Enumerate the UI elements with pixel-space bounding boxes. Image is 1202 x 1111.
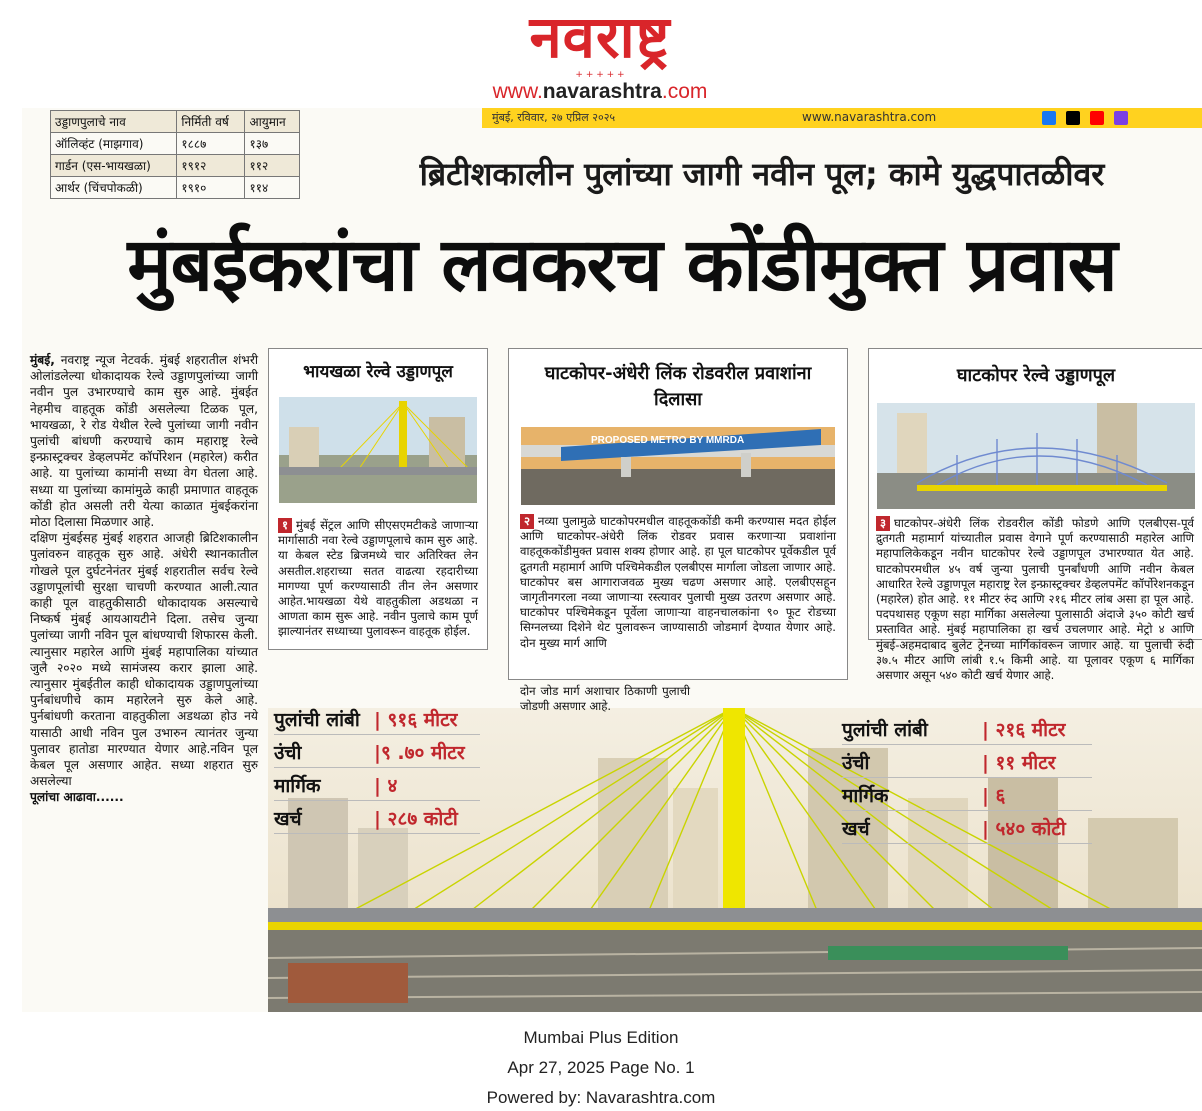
newspaper-page — [22, 108, 1202, 1012]
instagram-icon — [1114, 111, 1128, 125]
edition-label: Mumbai Plus Edition — [523, 1028, 679, 1047]
byline: नवराष्ट्र न्यूज नेटवर्क. — [60, 353, 154, 367]
box2-text — [520, 514, 836, 651]
lead-article — [30, 352, 258, 806]
stat-label: उंची — [842, 752, 870, 774]
box2-text-tail: दोन जोड मार्ग अशाचार ठिकाणी पुलाची जोडणी असणार आहे. — [520, 684, 690, 714]
stat-value: | ११ मीटर — [982, 752, 1056, 774]
table-cell: १९१० — [177, 177, 245, 199]
stat-row — [842, 712, 1092, 745]
box1-body: मुंबई सेंट्रल आणि सीएसएमटीकडे जाणाऱ्या मार्गासाठी नवा रेल्वे उड्डाणपूलाचे काम सुरु आहे. या केबल स्टेड ब्रिजमध्ये चार अतिरिक्त लेन असतील.शहराच्या सतत वाढत्या रहदारीच्या मागण्या पूर्ण करण्यासाठी तीन लेन असणार आहेत.भायखळा येथे वाहतुकीला अडथळा न आणता काम सुरू आहे. नवीन पुलाचे काम पूर्ण झाल्यानंतर सध्याच्या पुलावरून वाहतूक होईल. — [278, 518, 478, 639]
table-cell: ऑलिव्हंट (माझगाव) — [51, 133, 177, 155]
stat-label: खर्च — [274, 808, 302, 830]
table-cell: १३७ — [245, 133, 300, 155]
stat-value: | २८७ कोटी — [374, 808, 458, 830]
strip-url: www.navarashtra.com — [802, 110, 937, 124]
stat-row — [274, 735, 480, 768]
bridge-age-table — [50, 110, 300, 199]
table-header: आयुमान — [245, 111, 300, 133]
stat-label: उंची — [274, 742, 302, 764]
stat-row — [842, 811, 1092, 844]
stat-row — [842, 778, 1092, 811]
table-cell: ११४ — [245, 177, 300, 199]
stat-value: | ६ — [982, 785, 1006, 807]
stat-label: मार्गिक — [274, 775, 321, 797]
stat-row — [274, 801, 480, 834]
url-brand: navarashtra — [542, 80, 662, 103]
table-row — [51, 177, 300, 199]
story-number: १ — [278, 518, 292, 533]
lead-para-1 — [30, 352, 258, 530]
stat-value: | २१६ मीटर — [982, 719, 1066, 741]
story-number: ३ — [876, 516, 890, 531]
stat-value: | ५४० कोटी — [982, 818, 1066, 840]
table-cell: आर्थर (चिंचपोकळी) — [51, 177, 177, 199]
ghatkopar-bridge-photo — [877, 403, 1195, 509]
top-strip — [482, 108, 1202, 128]
ghatkopar-stats — [842, 712, 1092, 844]
box-title: भायखळा रेल्वे उड्डाणपूल — [303, 362, 453, 382]
stat-label: खर्च — [842, 818, 870, 840]
facebook-icon — [1042, 111, 1056, 125]
stat-label: मार्गिक — [842, 785, 889, 807]
table-cell: ११२ — [245, 155, 300, 177]
table-header: निर्मिती वर्ष — [177, 111, 245, 133]
newspaper-logo[interactable]: नवराष्ट्र — [529, 3, 671, 71]
table-row — [51, 155, 300, 177]
stat-value: |९ .७० मीटर — [374, 742, 465, 764]
metro-render-photo — [521, 427, 835, 505]
metro-banner-text: PROPOSED METRO BY MMRDA — [591, 435, 745, 446]
stat-row — [274, 768, 480, 801]
url-suffix: .com — [661, 80, 708, 103]
lead-text-1: मुंबई शहरातील शंभरी ओलांडलेल्या धोकादायक रेल्वे उड्डाणपुलांच्या जागी नवीन पुल उभारण्याचे काम सुरु आहे. मुंबईत नेहमीच वाहतूक कोंडी असलेल्या टिळक पूल, भायखळा, रे रोड येथील रेल्वे पुलांच्या जागी नवीन पुलांची बांधणी करण्याचे काम महाराष्ट्र रेल्वे इन्फ्रास्ट्रक्चर डेव्हलपमेंट कॉर्पोरेशन (महारेल) करीत आहे. या पुलांच्या कामांनी सध्या वेग घेतला आहे. सध्या या पुलांच्या कामांमुळे काही प्रमाणात वाहतूक कोंडी होत असली तरी येत्या काळात मुंबईकरांना मोठा दिलासा मिळणार आहे. — [30, 353, 259, 530]
box2-body: नव्या पुलामुळे घाटकोपरमधील वाहतूककोंडी कमी करण्यास मदत होईल आणि घाटकोपर-अंधेरी लिंक रोडवर प्रवास करणाऱ्या प्रवाशांना वाहतूककोंडीमुक्त प्रवास शक्य होणार आहे. हा पूल घाटकोपर पूर्वेकडील पूर्व द्रुतगती महामार्ग आणि पश्चिमेकडील एलबीएस मार्गाला जोडला जाणार आहे. घाटकोपर बस आगाराजवळ मुख्य चढण असणार आहे. एलबीएसहून जागृतीनगरला नव्या जाणाऱ्या रस्त्यावर पुलाची मुख्य उतरण असणार आहे. घाटकोपर पश्चिमेकडून पूर्वेला जाणाऱ्या वाहनचालकांना ९० फूट रोडच्या सिग्नलच्या दिशेने थेट पुलावरून जाण्यासाठी जोडमार्ग देण्यात येणार आहे. दोन मुख्य मार्ग आणि — [520, 514, 836, 650]
byculla-bridge-photo — [279, 397, 477, 503]
url-prefix: www. — [492, 80, 543, 103]
table-cell: गार्डन (एस-भायखळा) — [51, 155, 177, 177]
main-headline: मुंबईकरांचा लवकरच कोंडीमुक्त प्रवास — [127, 222, 1117, 308]
box-title: घाटकोपर रेल्वे उड्डाणपूल — [956, 365, 1116, 386]
lead-para-2: दक्षिण मुंबईसह मुंबई शहरात आजही ब्रिटिशकालीन पुलांवरुन वाहतूक सुरु आहे. अंधेरी स्थानकातील गोखले पूल दुर्घटनेनंतर मुंबई शहरातील सर्वच रेल्वे उड्डाणपूलांची सुरक्षा चाचणी करण्यात आली.त्यात काही पूल वाहतुकीसाठी धोकादायक असल्याचे निष्कर्ष मुंबई आयआयटीने दिला. तसेच जुन्या पुलांच्या जागी नविन पूल बांधण्याची शिफारस केली. त्यानुसार महारेल आणि मुंबई महापालिका यांच्यात जुलै २०२० मध्ये सामंजस्य करार झाला आहे. त्यानुसार मुंबईतील काही धोकादायक उड्डाणपुलांच्या पुर्नबांधणीचे काम महारेलने सुरु केले आहे. पुर्नबांधणी करताना वाहतुकीला अडथळा होउ नये यासाठी आधी नविन पुल उभारुन त्यानंतर जुन्या पुलावर हातोडा मारण्यात येणार आहे.नविन पूल केबल पूल असणार आहेत. सध्या शहरात सुरु असलेल्या — [30, 531, 258, 789]
kicker-headline: ब्रिटीशकालीन पुलांच्या जागी नवीन पूल; कामे युद्धपातळीवर — [419, 155, 1105, 193]
table-cell: १९१२ — [177, 155, 245, 177]
website-link[interactable] — [440, 80, 760, 106]
dateline: मुंबई, — [30, 353, 55, 367]
stat-value: | ९१६ मीटर — [374, 709, 458, 731]
powered-by-label[interactable]: Powered by: Navarashtra.com — [486, 1088, 716, 1107]
table-header: उड्डाणपुलाचे नाव — [51, 111, 177, 133]
box1-text — [278, 518, 478, 640]
masthead — [0, 0, 1202, 108]
youtube-icon — [1090, 111, 1104, 125]
table-header-row — [51, 111, 300, 133]
continue-link[interactable]: पूलांचा आढावा...... — [30, 790, 124, 805]
table-cell: १८८७ — [177, 133, 245, 155]
table-row — [51, 133, 300, 155]
box-title: घाटकोपर-अंधेरी लिंक रोडवरील प्रवाशांना दिलासा — [544, 363, 812, 410]
box3-text — [876, 516, 1194, 683]
x-icon — [1066, 111, 1080, 125]
logo-stars: + + + + + — [575, 70, 625, 80]
stat-label: पुलांची लांबी — [842, 719, 928, 741]
box3-body: घाटकोपर-अंधेरी लिंक रोडवरील कोंडी फोडणे आणि एलबीएस-पूर्व द्रुतगती महामार्ग यांच्यातील प्रवास वेगाने पूर्ण करण्यासाठी महारेल आणि महापालिकेकडून नवीन घाटकोपर रेल्वे उड्डाणपूल उभारण्यात येत आहे. घाटकोपरमधील ४५ वर्ष जुन्या पुलाची पुनर्बांधणी आणि नवीन केबल आधारित रेल्वे उड्डाणपूल महाराष्ट्र रेल इन्फ्रास्ट्रक्चर डेव्हलपमेंट कॉर्पोरेशनकडून (महारेल) होत आहे. ११ मीटर रुंद आणि २१६ मीटर लांब असा हा पूल आहे. पदपथासह एकूण सहा मार्गिका असलेल्या पुलासाठी अंदाजे ३५० कोटी खर्च प्रस्तावित आहे. मुंबई महापालिका हा खर्च उचलणार आहे. मेट्रो ४ आणि मुंबई-अहमदाबाद बुलेट ट्रेनच्या मार्गिकांवरून जाणार आहे. या पुलाची रुंदी ३७.५ मीटर आणि लांबी १.५ किमी आहे. या पूलावर एकूण ६ मार्गिका असणार असून ५४० कोटी खर्च येणार आहे. — [876, 516, 1194, 683]
strip-date: मुंबई, रविवार, २७ एप्रिल २०२५ — [492, 111, 616, 124]
date-page-label: Apr 27, 2025 Page No. 1 — [507, 1058, 695, 1077]
story-number: २ — [520, 514, 534, 529]
stat-row — [274, 702, 480, 735]
stat-row — [842, 745, 1092, 778]
stat-label: पुलांची लांबी — [274, 709, 360, 731]
byculla-stats — [274, 702, 480, 834]
stat-value: | ४ — [374, 775, 398, 797]
